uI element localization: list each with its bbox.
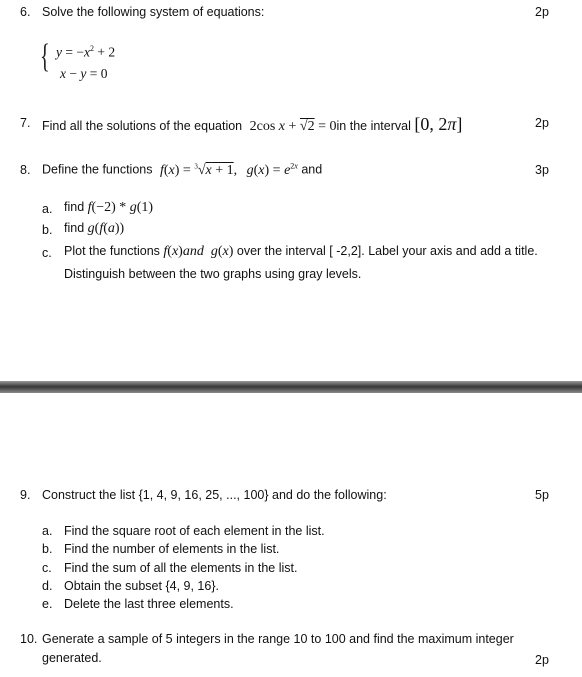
question-8c-letter: c. (42, 246, 52, 260)
question-8a-text (64, 200, 153, 216)
question-9b-letter: b. (42, 542, 53, 556)
question-9b-text: Find the number of elements in the list. (64, 542, 280, 556)
question-9e-text: Delete the last three elements. (64, 597, 234, 611)
question-9-text: Construct the list {1, 4, 9, 16, 25, ..., 100} and do the following: (42, 488, 387, 502)
question-10-line-2: generated. (42, 651, 102, 665)
system-equation-1: $y = -x^2 + 2$ (56, 44, 116, 60)
question-8c-line-2: Distinguish between the two graphs using gray levels. (64, 267, 362, 281)
question-8c-math: f(x)and g(x) (163, 244, 234, 259)
question-8-text-after: and (301, 162, 323, 177)
question-10-number: 10. (20, 632, 38, 646)
question-10-points: 2p (535, 653, 549, 667)
question-7-number: 7. (20, 116, 31, 130)
question-7-text-middle: in the interval (336, 119, 411, 133)
question-9a-text: Find the square root of each element in the list. (64, 524, 325, 538)
question-10-line-1: Generate a sample of 5 integers in the range 10 to 100 and find the maximum integer (42, 632, 514, 646)
question-7-equation: 2cos x + √2 = 0 (249, 119, 337, 134)
question-8b-label: find (64, 221, 85, 235)
question-9d-text: Obtain the subset {4, 9, 16}. (64, 579, 219, 593)
question-6-points: 2p (535, 5, 549, 19)
question-8c-label: Plot the functions (64, 244, 160, 258)
question-9c-text: Find the sum of all the elements in the list. (64, 561, 298, 575)
system-brace: { (40, 38, 50, 75)
question-9d-letter: d. (42, 579, 53, 593)
question-8a-label: find (64, 200, 85, 214)
question-6-number: 6. (20, 5, 31, 19)
page-divider (0, 381, 582, 393)
question-9e-letter: e. (42, 597, 53, 611)
question-8-points: 3p (535, 163, 549, 177)
question-7-points: 2p (535, 116, 549, 130)
question-8b-text (64, 221, 124, 237)
question-8b-math: g(f(a)) (87, 221, 125, 236)
question-8c-text (64, 244, 538, 260)
system-equation-2: x − y = 0 (60, 66, 108, 81)
question-8a-math: f(−2) * g(1) (87, 200, 154, 215)
question-6-text: Solve the following system of equations: (42, 5, 265, 19)
question-8c-text-after: over the interval [ -2,2]. Label your axis and add a title. (236, 244, 538, 258)
question-8b-letter: b. (42, 223, 53, 237)
question-8a-letter: a. (42, 202, 53, 216)
question-7-interval: [0, 2π] (414, 114, 463, 134)
question-7-text-before: Find all the solutions of the equation (42, 119, 243, 133)
question-9a-letter: a. (42, 524, 53, 538)
question-8-text (42, 161, 322, 179)
question-8-g-definition: $g(x) = e^{2x}$ (246, 161, 298, 178)
question-7-text (42, 114, 462, 135)
question-9-points: 5p (535, 488, 549, 502)
question-9c-letter: c. (42, 561, 52, 575)
question-8-f-definition: f(x) = $^3$√x + 1, (159, 162, 238, 178)
question-8-number: 8. (20, 163, 31, 177)
question-8-text-before: Define the functions (42, 162, 153, 177)
question-9-number: 9. (20, 488, 31, 502)
